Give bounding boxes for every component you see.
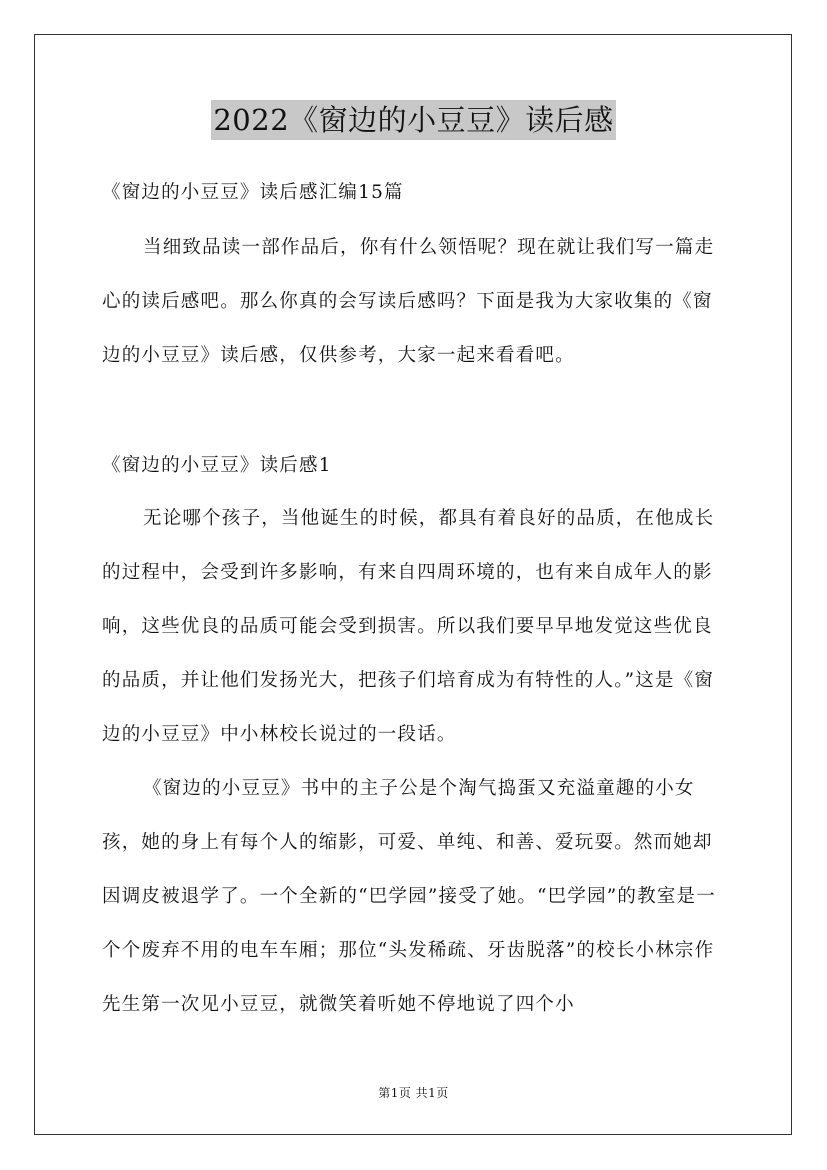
body-paragraph: 无论哪个孩子，当他诞生的时候，都具有着良好的品质，在他成长的过程中，会受到许多影响，有来自四周环境的，也有来自成年人的影响，这些优良的品质可能会受到损害。所以我们要早早地发觉这些优良的品质，并让他们发扬光大，把孩子们培育成为有特性的人。”这是《窗边的小豆豆》中小林校长说过的一段话。: [102, 508, 715, 745]
page-footer: 第1页 共1页: [378, 1086, 449, 1100]
intro-paragraph: 当细致品读一部作品后，你有什么领悟呢？现在就让我们写一篇走心的读后感吧。那么你真的会写读后感吗？下面是我为大家收集的《窗边的小豆豆》读后感，仅供参考，大家一起来看看吧。: [102, 237, 715, 366]
document-subtitle: 《窗边的小豆豆》读后感汇编15篇: [102, 182, 404, 203]
title-container: [0, 100, 827, 140]
document-title: 2022《窗边的小豆豆》读后感: [211, 100, 615, 140]
section-heading: 《窗边的小豆豆》读后感1: [102, 455, 332, 476]
body-paragraph: 《窗边的小豆豆》书中的主子公是个淘气捣蛋又充溢童趣的小女孩，她的身上有每个人的缩影，可爱、单纯、和善、爱玩耍。然而她却因调皮被退学了。一个全新的“巴学园”接受了她。“巴学园”的教室是一个个废弃不用的电车车厢；那位“头发稀疏、牙齿脱落”的校长小林宗作先生第一次见小豆豆，就微笑着听她不停地说了四个小: [102, 778, 716, 1015]
